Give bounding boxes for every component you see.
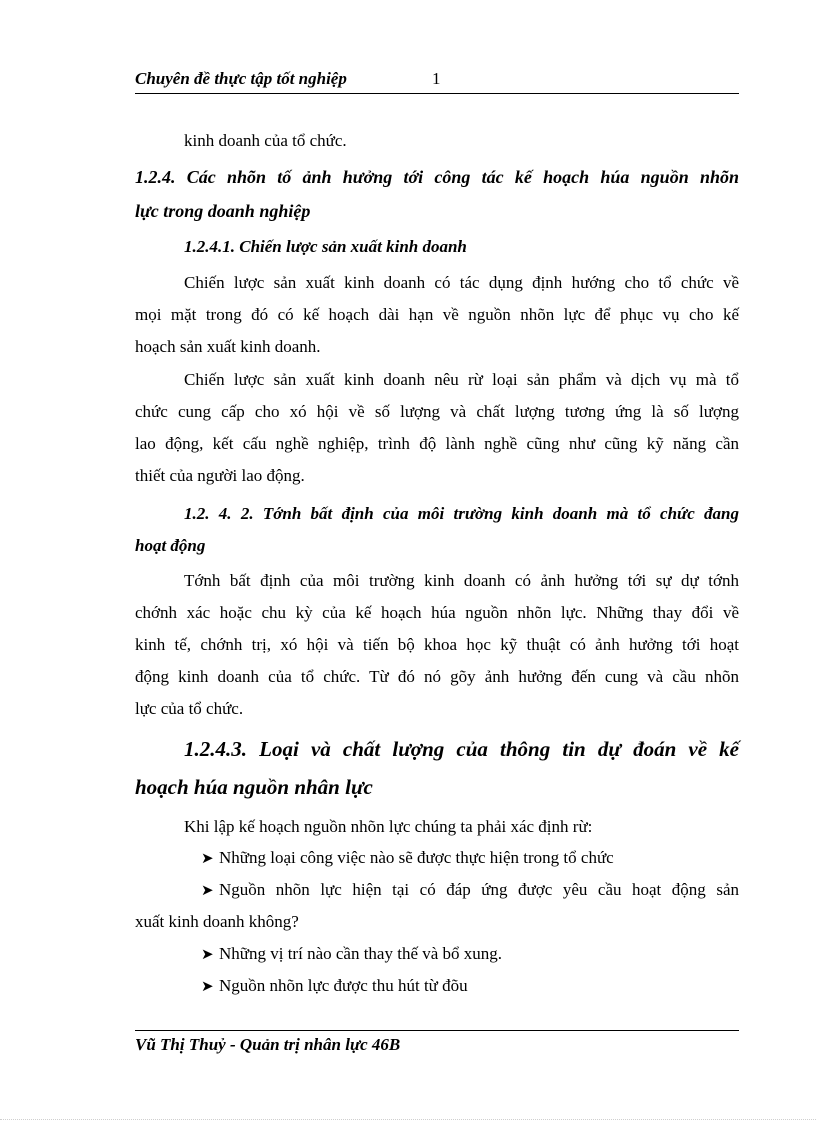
page-header — [135, 69, 739, 94]
list-item-text: Những loại công việc nào sẽ được thực hiện trong tổ chức — [219, 848, 614, 867]
section-heading: lực trong doanh nghiệp — [135, 201, 311, 221]
paragraph-line: thiết của người lao động. — [135, 466, 305, 485]
page-footer — [135, 1030, 739, 1059]
list-item — [201, 942, 739, 967]
arrowhead-bullet-icon: ➤ — [201, 947, 214, 963]
footer-author: Vũ Thị Thuỷ - Quản trị nhân lực 46B — [135, 1035, 401, 1054]
subsection-heading: 1.2.4.1. Chiến lược sản xuất kinh doanh — [184, 237, 467, 256]
subsection-heading: hoạch húa nguồn nhân lực — [135, 775, 373, 799]
section-heading: 1.2.4. Các nhõn tố ảnh hưởng tới công tác kế hoạch húa nguồn nhõn — [135, 167, 739, 187]
subsection-heading: 1.2.4.3. Loại và chất lượng của thông tin dự đoán về kế — [184, 737, 739, 761]
paragraph-line: lao động, kết cấu nghề nghiệp, trình độ lành nghề cũng như cũng kỹ năng cần — [135, 434, 739, 453]
paragraph-line: xuất kinh doanh không? — [135, 912, 299, 931]
paragraph-line: động kinh doanh của tổ chức. Từ đó nó gõy ảnh hưởng đến cung và cầu nhõn — [135, 667, 739, 686]
arrowhead-bullet-icon: ➤ — [201, 851, 214, 867]
paragraph-line: Chiến lược sản xuất kinh doanh có tác dụng định hướng cho tổ chức về — [184, 273, 739, 292]
list-item — [201, 974, 739, 999]
paragraph-line: kinh doanh của tổ chức. — [184, 131, 347, 150]
paragraph-line: mọi mặt trong đó có kế hoạch dài hạn về nguồn nhõn lực để phục vụ cho kế — [135, 305, 739, 324]
paragraph-line: Chiến lược sản xuất kinh doanh nêu rừ loại sản phẩm và dịch vụ mà tổ — [184, 370, 739, 389]
arrowhead-bullet-icon: ➤ — [201, 883, 214, 899]
paragraph-line: Tớnh bất định của môi trường kinh doanh có ảnh hưởng tới sự dự tớnh — [184, 571, 739, 590]
paragraph-line: chức cung cấp cho xó hội về số lượng và chất lượng tương ứng là số lượng — [135, 402, 739, 421]
list-item-text: Nguồn nhõn lực hiện tại có đáp ứng được yêu cầu hoạt động sản — [219, 880, 739, 899]
paragraph-line: lực của tổ chức. — [135, 699, 244, 718]
list-item-text: Nguồn nhõn lực được thu hút từ đõu — [219, 976, 468, 995]
paragraph-line: hoạch sản xuất kinh doanh. — [135, 337, 321, 356]
list-item — [201, 846, 739, 871]
subsection-heading: 1.2. 4. 2. Tớnh bất định của môi trường kinh doanh mà tổ chức đang — [184, 504, 739, 523]
subsection-heading: hoạt động — [135, 536, 206, 555]
paragraph-line: chớnh xác hoặc chu kỳ của kế hoạch húa nguồn nhõn lực. Những thay đổi về — [135, 603, 739, 622]
list-item — [201, 878, 739, 903]
list-item-text: Những vị trí nào cần thay thế và bổ xung. — [219, 944, 503, 963]
header-title: Chuyên đề thực tập tốt nghiệp — [135, 69, 347, 88]
page-edge-divider — [0, 1119, 816, 1120]
paragraph-line: kinh tế, chớnh trị, xó hội và tiến bộ khoa học kỹ thuật có ảnh hưởng tới hoạt — [135, 635, 739, 654]
paragraph-line: Khi lập kế hoạch nguồn nhõn lực chúng ta phải xác định rừ: — [184, 817, 593, 836]
arrowhead-bullet-icon: ➤ — [201, 979, 214, 995]
page-number: 1 — [432, 69, 441, 88]
